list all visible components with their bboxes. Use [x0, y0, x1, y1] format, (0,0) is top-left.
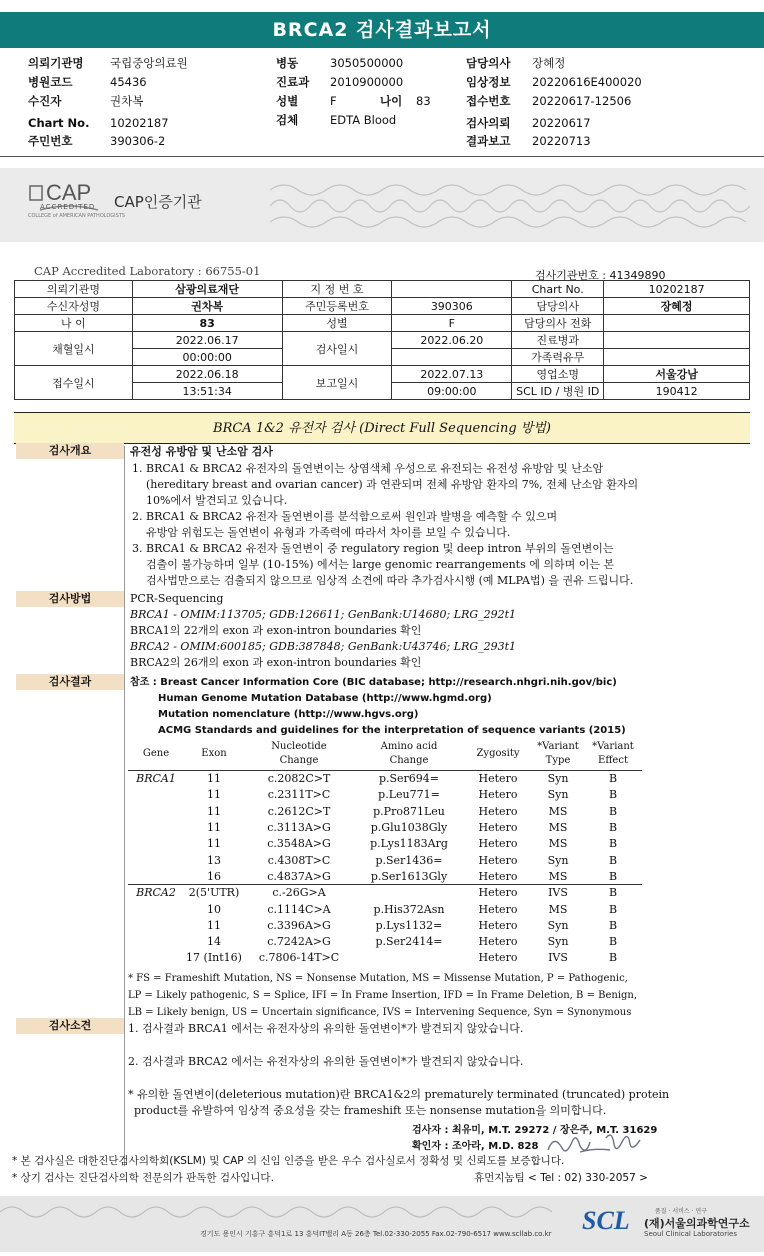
variant-cell-nt: c.1114C>A	[267, 902, 331, 916]
variant-cell-effect: B	[608, 951, 618, 965]
info-value-sex: F	[392, 315, 512, 332]
variant-cell-effect: B	[584, 885, 642, 901]
variant-cell-type: IVS	[532, 885, 584, 901]
variant-cell-gene	[128, 819, 184, 835]
header-value-receiver: 권차복	[110, 94, 144, 108]
header-value-sex: F	[330, 94, 337, 108]
footnote-line: LB = Likely benign, US = Uncertain significance, IVS = Intervening Sequence, Syn = Synonymous	[128, 1007, 632, 1018]
variant-cell-nt: c.7242A>G	[267, 935, 331, 949]
header-value-rrn: 390306-2	[110, 134, 166, 148]
info-label: 주민등록번호	[282, 298, 392, 315]
header-divider	[0, 156, 764, 157]
info-value-report-date: 2022.07.13	[392, 366, 512, 383]
footnote-line: LP = Likely pathogenic, S = Splice, IFI = In Frame Insertion, IFD = In Frame Deletion, B = Benign,	[128, 990, 638, 1001]
variant-cell-exon: 10	[207, 902, 221, 916]
info-value-designated	[392, 281, 512, 298]
variant-cell-gene	[128, 836, 184, 852]
header-label-clinical-info: 임상정보	[466, 75, 511, 89]
variant-cell-exon: 14	[207, 935, 221, 949]
header-label-receipt-no: 접수번호	[466, 94, 511, 108]
variant-row	[128, 803, 642, 819]
variant-cell-aa: p.Ser694=	[378, 772, 440, 786]
variant-row	[128, 885, 642, 901]
info-label: 담당의사	[512, 298, 604, 315]
info-label: 채혈일시	[15, 332, 133, 366]
variant-cell-type: MS	[548, 821, 568, 835]
org-name-korean: (재)서울의과학연구소	[644, 1217, 750, 1230]
info-value-receipt-date: 2022.06.18	[132, 366, 282, 383]
variant-cell-aa: p.Ser2414=	[375, 935, 443, 949]
variant-cell-gene	[128, 852, 184, 868]
confirmer-signature-line: 확인자 : 조아라, M.D. 828	[412, 1141, 539, 1152]
scl-logo: SCL	[582, 1206, 630, 1235]
overview-line: (hereditary breast and ovarian cancer) 과 연관되며 전체 유방암 환자의 7%, 전체 난소암 환자의	[146, 478, 639, 491]
test-section-title: BRCA 1&2 유전자 검사 (Direct Full Sequencing 방법)	[14, 412, 750, 444]
info-value-collect-time: 00:00:00	[132, 349, 282, 366]
variant-cell-effect: B	[608, 853, 618, 867]
variant-cell-nt: c.-26G>A	[244, 885, 354, 901]
info-label: 접수일시	[15, 366, 133, 400]
column-header-amino-acid: Amino acid Change	[354, 740, 464, 771]
overview-line: 10%에서 발견되고 있습니다.	[146, 494, 288, 507]
report-header	[0, 54, 764, 154]
method-line: PCR-Sequencing	[130, 592, 224, 605]
variant-row	[128, 852, 642, 868]
variant-cell-zyg: Hetero	[478, 902, 518, 916]
cap-cert-label: CAP인증기관	[114, 193, 202, 211]
opinion-line-1: 1. 검사결과 BRCA1 에서는 유전자상의 유의한 돌연변이*가 발견되지 않았습니다.	[128, 1022, 524, 1035]
overview-line: 검출이 불가능하며 일부 (10-15%) 에서는 large genomic rearrangements 에 의하며 이는 본	[146, 558, 615, 571]
info-label: 수신자성명	[15, 298, 133, 315]
info-value-family	[604, 349, 750, 366]
header-value-clinical-info: 20220616E400020	[532, 75, 642, 89]
variant-cell-zyg: Hetero	[478, 804, 518, 818]
header-value-request-date: 20220617	[532, 116, 591, 130]
variant-cell-nt: c.3113A>G	[267, 821, 331, 835]
variant-cell-zyg: Hetero	[464, 885, 532, 901]
header-value-ward: 3050500000	[330, 56, 404, 70]
overview-body	[132, 461, 638, 589]
opinion-note-2: product를 유발하여 임상적 중요성을 갖는 frameshift 또는 nonsense mutation을 의미합니다.	[134, 1104, 607, 1117]
variant-cell-exon: 11	[207, 837, 221, 851]
variant-cell-type: Syn	[547, 788, 569, 802]
info-label: 보고일시	[282, 366, 392, 400]
column-header-exon: Exon	[184, 740, 244, 771]
info-value-test-date: 2022.06.20	[392, 332, 512, 349]
method-tag: 검사방법	[16, 591, 124, 607]
column-header-zygosity: Zygosity	[464, 740, 532, 771]
column-header-nucleotide: Nucleotide Change	[244, 740, 354, 771]
column-header-variant-effect: *Variant Effect	[584, 740, 642, 771]
footer-address: 경기도 용인시 기흥구 흥덕1로 13 흥덕IT밸리 A동 26층 Tel.02-330-2055 Fax.02-790-6517 www.scllab.co.kr	[200, 1230, 552, 1238]
cap-logo-sub: ACCREDITED	[40, 203, 96, 211]
reference-line: Mutation nomenclature (http://www.hgvs.org)	[158, 709, 419, 720]
opinion-note-1: * 유의한 돌연변이(deleterious mutation)란 BRCA1&2의 prematurely terminated (truncated) protein	[128, 1088, 670, 1101]
method-line: BRCA2의 26개의 exon 과 exon-intron boundaries 확인	[130, 656, 422, 669]
variant-cell-gene	[128, 901, 184, 917]
footnote-line: * FS = Frameshift Mutation, NS = Nonsense Mutation, MS = Missense Mutation, P = Pathogenic,	[128, 973, 628, 984]
overview-line: 3. BRCA1 & BRCA2 유전자 돌연변이 중 regulatory region 및 deep intron 부위의 돌연변이는	[132, 542, 614, 555]
patient-info-table	[14, 280, 750, 400]
variant-footnotes	[128, 970, 637, 1021]
overview-tag: 검사개요	[16, 443, 124, 459]
opinion-line-2: 2. 검사결과 BRCA2 에서는 유전자상의 유의한 돌연변이*가 발견되지 않았습니다.	[128, 1055, 524, 1068]
info-label: 성별	[282, 315, 392, 332]
variant-cell-type: Syn	[547, 772, 569, 786]
variant-cell-zyg: Hetero	[478, 935, 518, 949]
variant-cell-type: MS	[548, 869, 568, 883]
info-value-collect-date: 2022.06.17	[132, 332, 282, 349]
info-label: 지 정 번 호	[282, 281, 392, 298]
variant-cell-aa: p.His372Asn	[373, 902, 445, 916]
variant-cell-aa: p.Glu1038Gly	[370, 821, 448, 835]
variant-cell-nt: c.2311T>C	[267, 788, 331, 802]
info-value-test-time	[392, 349, 512, 366]
decorative-cloud-pattern	[270, 176, 750, 234]
variant-cell-effect: B	[608, 918, 618, 932]
variant-cell-gene	[128, 933, 184, 949]
variant-row	[128, 901, 642, 917]
variant-cell-aa: p.Pro871Leu	[373, 804, 445, 818]
variant-row	[128, 819, 642, 835]
method-body	[130, 591, 516, 671]
variant-cell-gene: BRCA1	[136, 772, 176, 786]
header-label-specimen: 검체	[276, 113, 299, 127]
variant-cell-aa: p.Ser1613Gly	[370, 869, 448, 883]
variant-cell-gene	[128, 917, 184, 933]
variant-cell-effect: B	[608, 772, 618, 786]
variant-cell-exon: 11	[207, 804, 221, 818]
variant-cell-type: MS	[548, 902, 568, 916]
variant-cell-effect: B	[608, 902, 618, 916]
info-value-report-time: 09:00:00	[392, 383, 512, 400]
info-label: 영업소명	[512, 366, 604, 383]
team-contact: 휴먼지놈팀 < Tel : 02) 330-2057 >	[474, 1172, 648, 1184]
variant-row	[128, 771, 642, 787]
header-value-doctor: 장혜정	[532, 56, 566, 70]
tester-signature-line: 검사자 : 최유미, M.T. 29272 / 장은주, M.T. 31629	[412, 1125, 658, 1136]
variant-cell-type: IVS	[548, 951, 568, 965]
variant-cell-gene	[128, 787, 184, 803]
variant-cell-exon: 16	[207, 869, 221, 883]
variant-cell-gene	[128, 868, 184, 884]
variant-cell-aa: p.Leu771=	[378, 788, 440, 802]
cap-logo-text: CAP	[46, 180, 92, 205]
variant-cell-aa	[354, 950, 464, 966]
results-tag: 검사결과	[16, 674, 124, 690]
info-label: 가족력유무	[512, 349, 604, 366]
variant-cell-type: Syn	[547, 935, 569, 949]
variant-cell-aa: p.Lys1132=	[375, 918, 443, 932]
variant-cell-nt: c.7806-14T>C	[258, 951, 340, 965]
header-value-specimen: EDTA Blood	[330, 113, 397, 127]
overview-line: 유방암 위험도는 돌연변이 유형과 가족력에 따라서 차이를 보일 수 있습니다.	[146, 526, 511, 539]
method-line: BRCA1 - OMIM:113705; GDB:126611; GenBank:U14680; LRG_292t1	[130, 608, 517, 621]
variant-cell-exon: 13	[207, 853, 221, 867]
header-value-hospital-code: 45436	[110, 75, 147, 89]
overview-heading: 유전성 유방암 및 난소암 검사	[130, 445, 273, 458]
section-divider	[124, 446, 125, 1166]
info-label: 진료병과	[512, 332, 604, 349]
info-value-name: 권차복	[132, 298, 282, 315]
variant-cell-gene	[128, 803, 184, 819]
variant-cell-effect: B	[608, 869, 618, 883]
variant-cell-gene: BRCA2	[128, 885, 184, 901]
variant-cell-effect: B	[608, 788, 618, 802]
header-value-department: 2010900000	[330, 75, 404, 89]
variant-cell-zyg: Hetero	[478, 837, 518, 851]
org-name-english: Seoul Clinical Laboratories	[644, 1230, 737, 1238]
overview-line: 1. BRCA1 & BRCA2 유전자의 돌연변이는 상염색체 우성으로 유전되는 유전성 유방암 및 난소암	[132, 462, 604, 475]
variant-cell-zyg: Hetero	[478, 772, 518, 786]
variant-cell-exon: 11	[207, 772, 221, 786]
variant-cell-zyg: Hetero	[478, 869, 518, 883]
variant-cell-type: Syn	[547, 918, 569, 932]
variant-row	[128, 836, 642, 852]
method-line: BRCA1의 22개의 exon 과 exon-intron boundaries 확인	[130, 624, 422, 637]
variant-cell-nt: c.3396A>G	[267, 918, 331, 932]
info-value-receipt-time: 13:51:34	[132, 383, 282, 400]
variant-row	[128, 868, 642, 884]
header-value-age: 83	[416, 94, 431, 108]
variant-cell-nt: c.2082C>T	[267, 772, 331, 786]
variant-cell-nt: c.3548A>G	[267, 837, 331, 851]
header-label-ward: 병동	[276, 56, 299, 70]
info-label: Chart No.	[512, 281, 604, 298]
institution-number: 검사기관번호 : 41349890	[535, 269, 666, 282]
report-title: BRCA2 검사결과보고서	[0, 12, 764, 48]
variant-cell-nt: c.4308T>C	[267, 853, 331, 867]
info-value-doctor: 장혜정	[604, 298, 750, 315]
cap-lab-number: CAP Accredited Laboratory : 66755-01	[34, 264, 261, 278]
info-value-age: 83	[132, 315, 282, 332]
info-value-chart: 10202187	[604, 281, 750, 298]
decorative-footer-pattern	[0, 1198, 560, 1226]
info-value-institution: 삼광의료재단	[132, 281, 282, 298]
variant-cell-exon: 11	[207, 788, 221, 802]
header-label-doctor: 담당의사	[466, 56, 511, 70]
variant-cell-zyg: Hetero	[478, 788, 518, 802]
variant-row	[128, 933, 642, 949]
variant-cell-effect: B	[608, 821, 618, 835]
variant-cell-type: MS	[548, 804, 568, 818]
info-value-dept	[604, 332, 750, 349]
variant-cell-effect: B	[608, 837, 618, 851]
variant-cell-nt: c.2612C>T	[267, 804, 331, 818]
variant-cell-aa	[354, 885, 464, 901]
opinion-tag: 검사소견	[16, 1018, 124, 1034]
overview-line: 2. BRCA1 & BRCA2 유전자 돌연변이를 분석함으로써 원인과 발병을 예측할 수 있으며	[132, 510, 558, 523]
reference-line: Human Genome Mutation Database (http://www.hgmd.org)	[158, 693, 492, 704]
reference-line: 참조 : Breast Cancer Information Core (BIC database; http://research.nhgri.nih.gov/bic)	[130, 677, 617, 688]
info-value-rrn: 390306	[392, 298, 512, 315]
variant-cell-aa: p.Ser1436=	[375, 853, 443, 867]
header-label-request-date: 검사의뢰	[466, 116, 511, 130]
variant-cell-type: Syn	[547, 853, 569, 867]
variant-cell-exon: 2(5'UTR)	[184, 885, 244, 901]
reference-line: ACMG Standards and guidelines for the interpretation of sequence variants (2015)	[158, 725, 626, 736]
overview-line: 검사법만으로는 검출되지 않으므로 임상적 소견에 따라 추가검사시행 (예 MLPA법) 을 권유 드립니다.	[146, 574, 634, 587]
variant-cell-nt: c.4837A>G	[267, 869, 331, 883]
header-value-report-date: 20220713	[532, 134, 591, 148]
variant-cell-zyg: Hetero	[478, 951, 518, 965]
info-label: 검사일시	[282, 332, 392, 366]
variant-table	[128, 740, 642, 966]
variant-row	[128, 787, 642, 803]
header-label-chart-no: Chart No.	[28, 116, 90, 130]
info-label: 나 이	[15, 315, 133, 332]
footer-tagline: 품질 · 서비스 · 연구	[655, 1208, 708, 1215]
variant-cell-zyg: Hetero	[478, 821, 518, 835]
variant-rows	[128, 771, 642, 967]
header-label-department: 진료과	[276, 75, 310, 89]
variant-cell-exon: 11	[207, 918, 221, 932]
header-label-rrn: 주민번호	[28, 134, 73, 148]
header-value-chart-no: 10202187	[110, 116, 169, 130]
info-value-branch: 서울강남	[604, 366, 750, 383]
header-label-age: 나이	[380, 94, 403, 108]
header-label-receiver: 수진자	[28, 94, 62, 108]
header-label-hospital-code: 병원코드	[28, 75, 73, 89]
variant-cell-zyg: Hetero	[478, 853, 518, 867]
variant-cell-zyg: Hetero	[478, 918, 518, 932]
notice-certification: * 본 검사실은 대한진단검사의학회(KSLM) 및 CAP 의 신임 인증을 받은 우수 검사실로서 정확성 및 신뢰도를 보증합니다.	[12, 1155, 565, 1167]
variant-row	[128, 917, 642, 933]
info-label: 의뢰기관명	[15, 281, 133, 298]
header-value-institution: 국립중앙의료원	[110, 56, 188, 70]
info-value-doctel	[604, 315, 750, 332]
variant-cell-aa: p.Lys1183Arg	[370, 837, 448, 851]
variant-cell-effect: B	[608, 804, 618, 818]
method-line: BRCA2 - OMIM:600185; GDB:387848; GenBank:U43746; LRG_293t1	[130, 640, 517, 653]
variant-cell-exon: 11	[207, 821, 221, 835]
results-references	[130, 675, 626, 739]
cap-logo-caption: COLLEGE of AMERICAN PATHOLOGISTS	[28, 213, 126, 219]
info-value-scl: 190412	[604, 383, 750, 400]
header-label-report-date: 결과보고	[466, 134, 511, 148]
info-label: SCL ID / 병원 ID	[512, 383, 604, 400]
column-header-variant-type: *Variant Type	[532, 740, 584, 771]
column-header-gene: Gene	[128, 740, 184, 771]
info-label: 담당의사 전화	[512, 315, 604, 332]
variant-cell-effect: B	[608, 935, 618, 949]
header-label-sex: 성별	[276, 94, 299, 108]
variant-cell-gene	[128, 950, 184, 966]
variant-cell-type: MS	[548, 837, 568, 851]
notice-reviewed: * 상기 검사는 진단검사의학 전문의가 판독한 검사입니다.	[12, 1172, 274, 1184]
variant-row	[128, 950, 642, 966]
variant-cell-exon: 17 (Int16)	[186, 951, 242, 965]
header-label-institution: 의뢰기관명	[28, 56, 84, 70]
header-value-receipt-no: 20220617-12506	[532, 94, 632, 108]
